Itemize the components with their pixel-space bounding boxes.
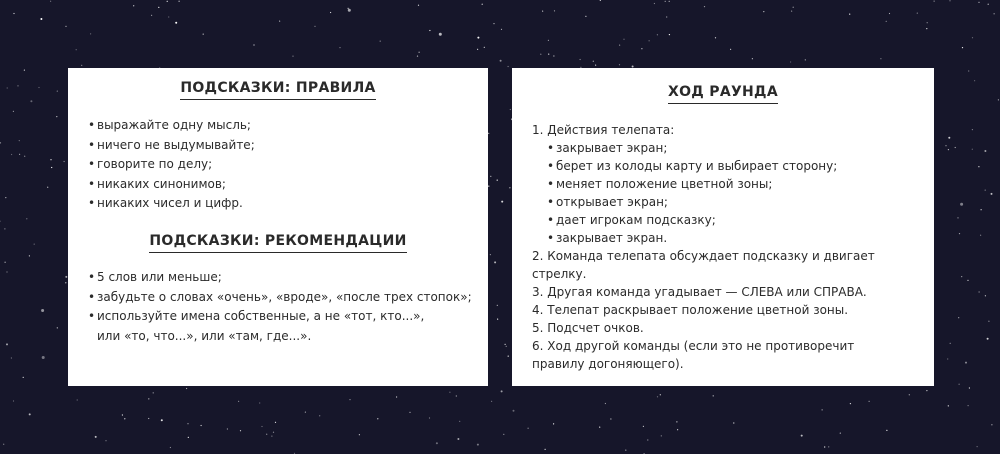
recommendations-list: [88, 268, 472, 346]
star-dot: [81, 65, 82, 66]
star-dot: [153, 392, 154, 393]
star-dot: [105, 440, 106, 441]
star-dot: [477, 37, 479, 39]
star-dot: [850, 403, 851, 404]
star-dot: [148, 398, 149, 399]
round-substep: • берет из колоды карту и выбирает сторону;: [547, 159, 838, 173]
star-dot: [513, 410, 515, 412]
list-item: • 5 слов или меньше;: [88, 270, 222, 284]
star-dot: [34, 244, 35, 245]
star-dot: [508, 66, 509, 67]
star-dot: [418, 5, 419, 6]
star-dot: [968, 405, 969, 406]
round-step-4: 4. Телепат раскрывает положение цветной зоны.: [532, 303, 849, 317]
star-dot: [978, 2, 979, 3]
star-dot: [330, 12, 331, 13]
star-dot: [958, 317, 959, 318]
star-dot: [715, 37, 716, 38]
star-dot: [493, 23, 494, 24]
star-dot: [661, 435, 662, 436]
star-dot: [477, 49, 478, 50]
star-dot: [124, 418, 125, 419]
star-dot: [960, 203, 963, 206]
star-dot: [595, 65, 596, 66]
round-substep: • открывает экран;: [547, 195, 668, 209]
star-dot: [926, 28, 927, 29]
star-dot: [348, 9, 351, 12]
star-dot: [886, 21, 887, 22]
star-dot: [240, 430, 241, 431]
star-dot: [660, 394, 661, 395]
star-dot: [793, 7, 794, 8]
star-dot: [948, 137, 950, 139]
star-dot: [266, 434, 267, 435]
star-dot: [791, 11, 792, 12]
star-dot: [57, 327, 58, 328]
star-dot: [4, 228, 5, 229]
star-dot: [961, 276, 962, 277]
star-dot: [957, 217, 958, 218]
star-dot: [840, 433, 841, 434]
star-dot: [641, 48, 642, 49]
star-dot: [977, 446, 978, 447]
star-dot: [271, 436, 272, 437]
star-dot: [647, 439, 648, 440]
star-dot: [593, 61, 594, 62]
star-dot: [305, 412, 306, 413]
star-dot: [65, 282, 66, 283]
star-dot: [56, 116, 57, 117]
rules-list: [88, 116, 255, 214]
star-dot: [17, 85, 18, 86]
round-substep: • меняет положение цветной зоны;: [547, 177, 773, 191]
star-dot: [339, 47, 340, 48]
star-dot: [665, 1, 666, 2]
star-dot: [436, 442, 438, 444]
star-dot: [585, 16, 586, 17]
star-dot: [5, 197, 6, 198]
star-dot: [90, 33, 91, 34]
star-dot: [11, 357, 12, 358]
star-dot: [500, 60, 502, 62]
star-dot: [625, 450, 626, 451]
star-dot: [484, 47, 485, 48]
round-substep: • закрывает экран;: [547, 141, 668, 155]
star-dot: [497, 319, 498, 320]
star-dot: [605, 403, 606, 404]
star-dot: [0, 221, 1, 222]
list-item: • забудьте о словах «очень», «вроде», «после трех стопок»;: [88, 289, 472, 304]
star-dot: [170, 447, 171, 448]
round-substep: • дает игрокам подсказку;: [547, 213, 716, 227]
list-item: • никаких синонимов;: [88, 176, 226, 191]
star-dot: [158, 7, 159, 8]
star-dot: [77, 399, 78, 400]
star-dot: [505, 344, 506, 345]
star-dot: [965, 362, 967, 364]
star-dot: [396, 396, 397, 397]
round-step-1: 1. Действия телепата:: [532, 123, 675, 137]
star-dot: [619, 45, 620, 46]
star-dot: [51, 167, 52, 168]
star-dot: [988, 4, 989, 5]
star-dot: [133, 5, 134, 6]
star-dot: [275, 422, 276, 423]
star-dot: [704, 6, 705, 7]
star-dot: [65, 276, 67, 278]
star-dot: [968, 70, 969, 71]
star-dot: [610, 418, 611, 419]
round-step-2-continued: стрелку.: [532, 267, 587, 281]
star-dot: [477, 444, 479, 446]
star-dot: [0, 142, 1, 143]
star-dot: [580, 59, 581, 60]
star-dot: [979, 291, 980, 292]
star-dot: [188, 437, 189, 438]
star-dot: [42, 356, 45, 359]
star-dot: [599, 427, 600, 428]
star-dot: [175, 22, 177, 24]
star-dot: [553, 423, 554, 424]
star-dot: [934, 1, 935, 2]
star-dot: [649, 40, 650, 41]
star-dot: [959, 384, 960, 385]
list-item: • ничего не выдумывайте;: [88, 137, 255, 152]
star-dot: [974, 80, 975, 81]
star-dot: [11, 154, 12, 155]
star-dot: [38, 87, 39, 88]
star-dot: [490, 254, 491, 255]
star-dot: [314, 26, 315, 27]
star-dot: [377, 418, 378, 419]
star-dot: [927, 22, 928, 23]
star-dot: [319, 415, 320, 416]
star-dot: [805, 59, 806, 60]
star-dot: [506, 346, 507, 347]
star-dot: [490, 176, 491, 177]
star-dot: [824, 446, 825, 447]
star-dot: [168, 16, 169, 17]
star-dot: [909, 394, 910, 395]
list-item: • говорите по делу;: [88, 157, 213, 171]
star-dot: [947, 358, 948, 359]
star-dot: [926, 390, 927, 391]
star-dot: [949, 0, 950, 1]
star-dot: [763, 11, 764, 12]
star-dot: [988, 321, 989, 322]
star-dot: [886, 430, 887, 431]
star-dot: [790, 61, 791, 62]
star-dot: [545, 449, 546, 450]
star-dot: [503, 434, 504, 435]
star-dot: [429, 30, 430, 31]
star-dot: [3, 444, 4, 445]
star-dot: [449, 392, 450, 393]
star-dot: [553, 55, 554, 56]
star-dot: [985, 295, 986, 296]
star-dot: [419, 52, 420, 53]
star-dot: [459, 421, 460, 422]
star-dot: [41, 309, 44, 312]
star-dot: [65, 26, 66, 27]
star-dot: [497, 305, 498, 306]
star-dot: [201, 425, 202, 426]
star-dot: [488, 133, 489, 134]
star-dot: [29, 413, 31, 415]
star-dot: [5, 262, 6, 263]
star-dot: [540, 54, 541, 55]
star-dot: [50, 1, 51, 2]
star-dot: [972, 37, 973, 38]
round-step-6-continued: правилу догоняющего).: [532, 357, 684, 371]
star-dot: [508, 356, 509, 357]
star-dot: [869, 401, 870, 402]
star-dot: [6, 343, 8, 345]
star-dot: [501, 201, 503, 203]
star-dot: [889, 13, 890, 14]
star-dot: [510, 109, 511, 110]
star-dot: [528, 428, 529, 429]
star-dot: [657, 34, 658, 35]
star-dot: [548, 40, 549, 41]
star-dot: [187, 423, 188, 424]
star-dot: [548, 54, 549, 55]
star-dot: [227, 428, 228, 429]
star-dot: [29, 255, 30, 256]
star-dot: [972, 149, 973, 150]
star-dot: [950, 343, 951, 344]
star-dot: [488, 186, 489, 187]
star-dot: [57, 91, 58, 92]
star-dot: [600, 0, 601, 1]
star-dot: [501, 390, 503, 392]
star-dot: [733, 422, 734, 423]
star-dot: [978, 166, 979, 167]
star-dot: [50, 159, 51, 160]
star-dot: [991, 424, 992, 425]
star-dot: [509, 187, 510, 188]
star-dot: [987, 338, 989, 340]
star-dot: [13, 400, 14, 401]
round-step-3: 3. Другая команда угадывает — СЛЕВА или СПРАВА.: [532, 285, 867, 299]
round-step-5: 5. Подсчет очков.: [532, 321, 644, 335]
star-dot: [962, 47, 963, 48]
star-dot: [47, 187, 48, 188]
star-dot: [26, 218, 27, 219]
star-dot: [13, 13, 14, 14]
star-dot: [429, 417, 430, 418]
star-dot: [657, 396, 658, 397]
star-dot: [623, 39, 624, 40]
star-dot: [380, 41, 381, 42]
star-dot: [122, 414, 123, 415]
star-dot: [148, 418, 149, 419]
star-dot: [643, 426, 644, 427]
star-dot: [828, 446, 829, 447]
star-dot: [456, 395, 457, 396]
round-step-2: 2. Команда телепата обсуждает подсказку и двигает: [532, 249, 875, 263]
star-dot: [409, 412, 410, 413]
star-dot: [19, 154, 20, 155]
star-dot: [457, 438, 459, 440]
list-item: • выражайте одну мысль;: [88, 118, 251, 132]
round-substep: • закрывает экран.: [547, 231, 668, 245]
star-dot: [752, 58, 753, 59]
star-dot: [917, 13, 918, 14]
star-dot: [801, 435, 803, 437]
star-dot: [238, 401, 239, 402]
star-dot: [677, 429, 678, 430]
star-dot: [259, 402, 260, 403]
star-dot: [554, 10, 555, 11]
star-dot: [654, 3, 655, 4]
star-dot: [985, 190, 986, 191]
star-dot: [955, 147, 956, 148]
star-dot: [349, 399, 350, 400]
round-card: [512, 68, 934, 386]
star-dot: [984, 150, 986, 152]
star-dot: [730, 49, 731, 50]
star-dot: [948, 405, 949, 406]
star-dot: [417, 56, 418, 57]
star-dot: [273, 432, 274, 433]
star-dot: [76, 49, 77, 50]
star-dot: [666, 16, 667, 17]
star-dot: [494, 261, 496, 263]
star-dot: [959, 233, 960, 234]
star-dot: [24, 70, 25, 71]
star-dot: [849, 14, 850, 15]
star-dot: [967, 280, 968, 281]
list-item: • используйте имена собственные, а не «тот, кто...»,: [88, 309, 425, 323]
star-dot: [279, 21, 280, 22]
star-dot: [24, 156, 25, 157]
star-dot: [981, 209, 982, 210]
rules-heading: ПОДСКАЗКИ: ПРАВИЛА: [68, 80, 488, 100]
star-dot: [161, 419, 163, 421]
star-dot: [167, 1, 168, 2]
star-dot: [491, 401, 492, 402]
star-dot: [945, 145, 946, 146]
star-dot: [482, 4, 483, 5]
rules-card: [68, 68, 488, 386]
star-dot: [292, 56, 293, 57]
star-dot: [30, 100, 32, 102]
star-dot: [972, 129, 973, 130]
round-step-6: 6. Ход другой команды (если это не противоречит: [532, 339, 855, 353]
star-dot: [151, 15, 152, 16]
star-dot: [13, 111, 14, 112]
star-dot: [40, 18, 42, 20]
star-dot: [186, 388, 187, 389]
star-dot: [619, 64, 620, 65]
star-dot: [669, 34, 670, 35]
star-dot: [253, 44, 254, 45]
star-dot: [7, 87, 8, 88]
star-dot: [348, 8, 349, 9]
recommendations-heading: ПОДСКАЗКИ: РЕКОМЕНДАЦИИ: [68, 233, 488, 253]
star-dot: [439, 33, 442, 36]
star-dot: [359, 434, 360, 435]
list-item: или «то, что...», или «там, где...».: [97, 328, 312, 343]
list-item: • никаких чисел и цифр.: [88, 196, 243, 210]
star-dot: [713, 395, 714, 396]
star-dot: [969, 387, 970, 388]
star-dot: [19, 140, 20, 141]
star-dot: [676, 421, 677, 422]
star-dot: [542, 11, 543, 12]
star-dot: [64, 161, 65, 162]
star-dot: [501, 29, 502, 30]
star-dot: [991, 193, 993, 195]
star-dot: [669, 1, 670, 2]
star-dot: [95, 436, 97, 438]
star-dot: [179, 1, 180, 2]
star-dot: [948, 149, 949, 150]
star-dot: [822, 409, 823, 410]
star-dot: [880, 58, 881, 59]
star-dot: [23, 377, 24, 378]
round-heading: ХОД РАУНДА: [512, 84, 934, 104]
star-dot: [497, 180, 498, 181]
star-dot: [203, 34, 204, 35]
star-dot: [994, 13, 995, 14]
star-dot: [998, 99, 999, 100]
star-dot: [6, 271, 7, 272]
star-dot: [261, 426, 262, 427]
star-dot: [980, 235, 981, 236]
